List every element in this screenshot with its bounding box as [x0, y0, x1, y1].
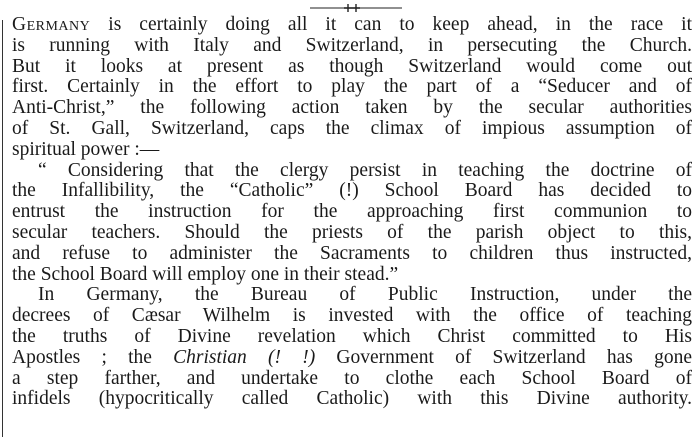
article-line-1 — [12, 15, 692, 36]
line-text-pre: Apostles ; the — [12, 346, 174, 368]
paragraph-line-5: a step farther, and undertake to clothe each School Board of — [12, 367, 692, 389]
paragraph-line-2: decrees of Cæsar Wilhelm is invested with the office of teaching — [12, 305, 692, 327]
quote-line-6: the School Board will employ one in their stead.” — [12, 263, 399, 285]
section-divider-ornament — [310, 1, 402, 15]
article-line-2: is running with Italy and Switzerland, in persecuting the Church. — [12, 34, 692, 56]
article-line-5: Anti-Christ,” the following action taken by the secular authorities — [12, 97, 692, 119]
paragraph-line-4 — [12, 348, 692, 369]
article-line-7: spiritual power :— — [12, 138, 160, 160]
quote-line-3: entrust the instruction for the approaching first communion to — [12, 201, 692, 223]
line-text-post: Government of Switzerland has gone — [315, 346, 692, 368]
quote-line-5: and refuse to administer the Sacraments to children thus instructed, — [12, 242, 692, 264]
article-line-4: first. Certainly in the effort to play the part of a “Seducer and of — [12, 76, 692, 98]
quote-line-2: the Infallibility, the “Catholic” (!) School Board has decided to — [12, 180, 692, 202]
paragraph-line-6: infidels (hypocritically called Catholic) with this Divine authority. — [12, 388, 692, 410]
paragraph-line-3: the truths of Divine revelation which Christ committed to His — [12, 325, 692, 347]
quote-line-1: “ Considering that the clergy persist in teaching the doctrine of — [38, 159, 692, 181]
paragraph-line-1: In Germany, the Bureau of Public Instruction, under the — [38, 284, 692, 306]
lead-word: Germany — [12, 14, 91, 35]
column-rule — [2, 20, 3, 437]
italic-phrase: Christian (! !) — [173, 346, 316, 368]
article-body — [12, 15, 692, 410]
article-line-6: of St. Gall, Switzerland, caps the climax of impious assumption of — [12, 117, 692, 139]
article-line-3: But it looks at present as though Switzerland would come out — [12, 55, 692, 77]
quote-line-4: secular teachers. Should the priests of the parish object to this, — [12, 221, 692, 243]
line-text: is certainly doing all it can to keep ahead, in the race it — [90, 14, 692, 35]
